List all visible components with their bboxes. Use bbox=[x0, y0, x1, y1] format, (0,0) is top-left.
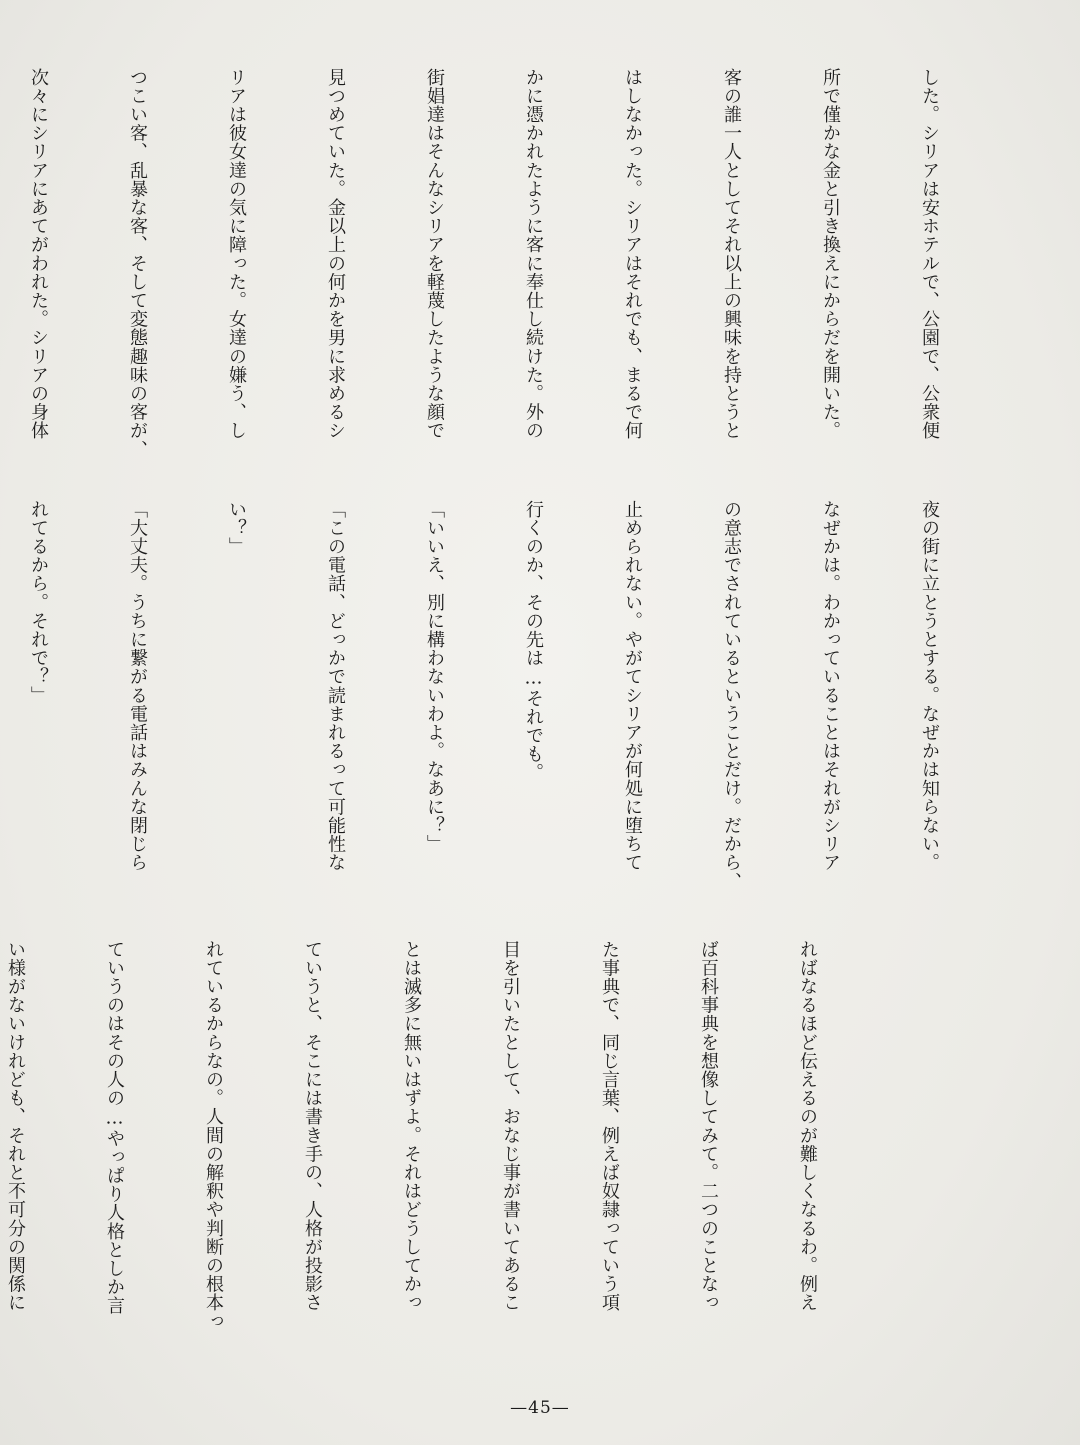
text-line: た事典で、同じ言葉、例えば奴隷っていう項 bbox=[599, 940, 620, 1312]
text-line: なぜかは。わかっていることはそれがシリア bbox=[820, 500, 841, 872]
text-line: つこい客、乱暴な客、そして変態趣味の客が、 bbox=[127, 68, 148, 459]
text-line: 客の誰一人としてそれ以上の興味を持とうと bbox=[721, 68, 742, 440]
text-line: とは滅多に無いはずよ。それはどうしてかっ bbox=[401, 940, 422, 1312]
text-line: の意志でされているということだけ。だから、 bbox=[721, 500, 742, 891]
text-line: 止められない。やがてシリアが何処に堕ちて bbox=[622, 500, 643, 872]
text-line: 行くのか、その先は…それでも。 bbox=[523, 500, 544, 782]
text-line: い？」 bbox=[226, 500, 247, 556]
text-line: 「いいえ、別に構わないわよ。なあに？」 bbox=[424, 500, 445, 854]
text-line: 所で僅かな金と引き換えにからだを開いた。 bbox=[820, 68, 841, 440]
text-line: はしなかった。シリアはそれでも、まるで何 bbox=[622, 68, 643, 440]
text-line: 「大丈夫。うちに繋がる電話はみんな閉じら bbox=[127, 500, 148, 872]
text-line: れているからなの。人間の解釈や判断の根本っ bbox=[203, 940, 224, 1331]
text-line: 街娼達はそんなシリアを軽蔑したような顔で bbox=[424, 68, 445, 440]
text-line: い様がないけれども、それと不可分の関係に bbox=[5, 940, 26, 1312]
text-line: 「この電話、どっかで読まれるって可能性な bbox=[325, 500, 346, 872]
text-line: ていうと、そこには書き手の、人格が投影さ bbox=[302, 940, 323, 1312]
text-line: リアは彼女達の気に障った。女達の嫌う、し bbox=[226, 68, 247, 440]
text-line: ば百科事典を想像してみて。二つのことなっ bbox=[698, 940, 719, 1312]
page-number: —45— bbox=[510, 1398, 570, 1418]
text-line: ていうのはその人の…やっぱり人格としか言 bbox=[104, 940, 125, 1315]
text-line: ればなるほど伝えるのが難しくなるわ。例え bbox=[797, 940, 818, 1312]
text-line: した。シリアは安ホテルで、公園で、公衆便 bbox=[919, 68, 940, 440]
text-line: 夜の街に立とうとする。なぜかは知らない。 bbox=[919, 500, 940, 872]
text-block-upper bbox=[28, 68, 1012, 478]
text-line: 見つめていた。金以上の何かを男に求めるシ bbox=[325, 68, 346, 440]
text-line: れてるから。それで？」 bbox=[28, 500, 49, 705]
text-line: かに憑かれたように客に奉仕し続けた。外の bbox=[523, 68, 544, 440]
text-block-last bbox=[5, 940, 890, 1360]
text-line: 次々にシリアにあてがわれた。シリアの身体 bbox=[28, 68, 49, 440]
text-line: 目を引いたとして、おなじ事が書いてあるこ bbox=[500, 940, 521, 1312]
text-block-lower bbox=[28, 500, 1012, 915]
